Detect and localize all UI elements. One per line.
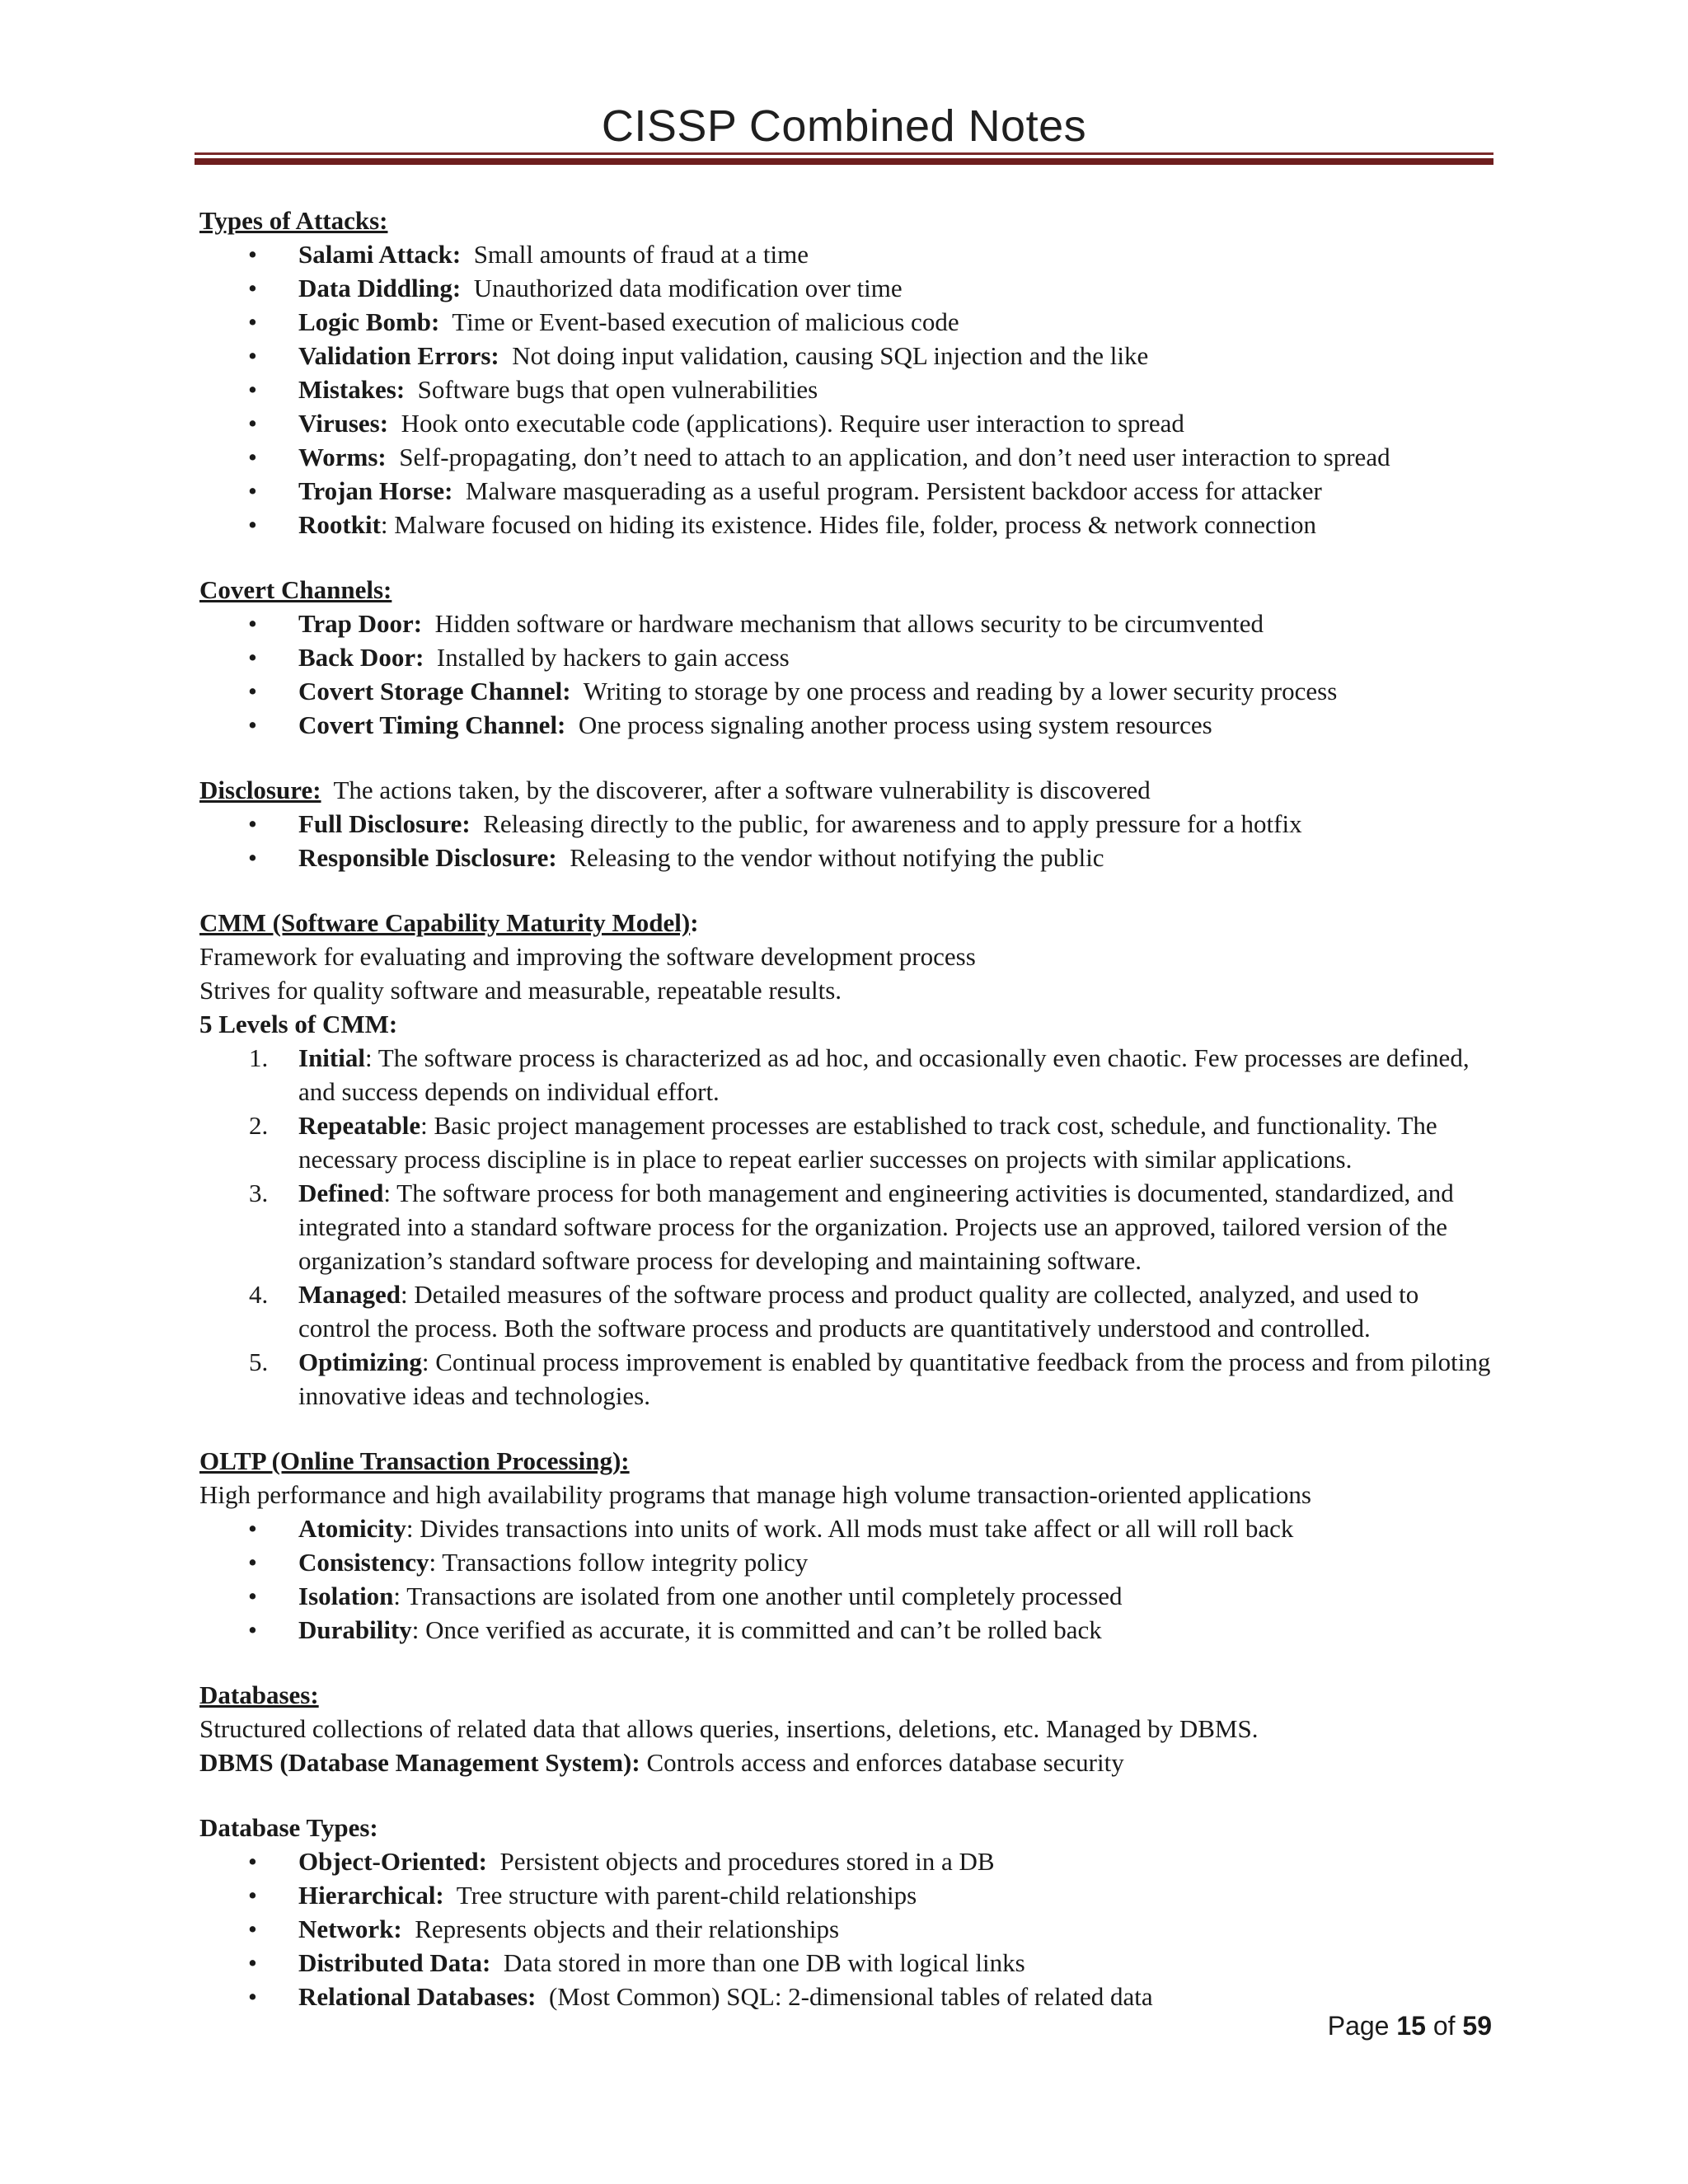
list-item: • Mistakes: Software bugs that open vulnerabilities <box>199 373 1495 406</box>
list-item: • Viruses: Hook onto executable code (applications). Require user interaction to spread <box>199 406 1495 440</box>
list-item: • Worms: Self-propagating, don’t need to attach to an application, and don’t need user interaction to spread <box>199 440 1495 474</box>
list-item: 5. Optimizing: Continual process improvement is enabled by quantitative feedback from the process and from piloting innovative ideas and technologies. <box>249 1347 1491 1410</box>
disclosure-intro: Disclosure: The actions taken, by the discoverer, after a software vulnerability is discovered <box>199 776 1151 804</box>
bullet-icon: • <box>248 1982 257 2011</box>
bullet-icon: • <box>248 443 257 471</box>
bullet-icon: • <box>248 240 257 269</box>
bullet-icon: • <box>248 1548 257 1577</box>
list-item: • Network: Represents objects and their relationships <box>199 1912 1495 1946</box>
attacks-list <box>199 237 1495 541</box>
bullet-icon: • <box>248 710 257 739</box>
list-item: • Consistency: Transactions follow integrity policy <box>199 1545 1495 1579</box>
bullet-icon: • <box>248 375 257 404</box>
bullet-icon: • <box>248 677 257 705</box>
bullet-icon: • <box>248 409 257 438</box>
bullet-icon: • <box>248 1915 257 1943</box>
section-heading-databases: Databases: <box>199 1680 319 1709</box>
bullet-icon: • <box>248 307 257 336</box>
list-item: 3. Defined: The software process for both management and engineering activities is documented, standardized, and integrated into a standard software process for the organization. Projects use an approved, tailored version of the organization’s standard software process for developing and maintaining software. <box>249 1179 1454 1275</box>
list-item: • Rootkit: Malware focused on hiding its existence. Hides file, folder, process & network connection <box>199 508 1495 541</box>
list-item: • Full Disclosure: Releasing directly to the public, for awareness and to apply pressure for a hotfix <box>199 807 1495 841</box>
section-heading-attacks: Types of Attacks: <box>199 206 388 235</box>
bullet-icon: • <box>248 1948 257 1977</box>
bullet-icon: • <box>248 476 257 505</box>
list-item: • Covert Timing Channel: One process signaling another process using system resources <box>199 708 1495 742</box>
bullet-icon: • <box>248 274 257 302</box>
cmm-heading-line: CMM (Software Capability Maturity Model): <box>199 908 699 937</box>
bullet-icon: • <box>248 1881 257 1910</box>
page-number: Page 15 of 59 <box>1327 2011 1492 2041</box>
section-heading-disclosure: Disclosure: <box>199 776 321 804</box>
list-item: • Relational Databases: (Most Common) SQL: 2-dimensional tables of related data <box>199 1980 1495 2013</box>
list-item: 2. Repeatable: Basic project management processes are established to track cost, schedule, and functionality. The necessary process discipline is in place to repeat earlier successes on projects with similar applications. <box>249 1111 1437 1174</box>
section-heading-oltp: OLTP (Online Transaction Processing): <box>199 1446 630 1475</box>
list-item: • Atomicity: Divides transactions into units of work. All mods must take affect or all will roll back <box>199 1511 1495 1545</box>
oltp-list <box>199 1511 1495 1647</box>
bullet-icon: • <box>248 609 257 638</box>
bullet-icon: • <box>248 1615 257 1644</box>
bullet-icon: • <box>248 843 257 872</box>
bullet-icon: • <box>248 1847 257 1876</box>
section-heading-covert: Covert Channels: <box>199 575 392 604</box>
list-item: • Logic Bomb: Time or Event-based execution of malicious code <box>199 305 1495 339</box>
bullet-icon: • <box>248 341 257 370</box>
page-content <box>199 204 1495 2013</box>
header-rule-thin <box>195 152 1493 155</box>
list-item: • Distributed Data: Data stored in more than one DB with logical links <box>199 1946 1495 1980</box>
list-item: • Salami Attack: Small amounts of fraud at a time <box>199 237 1495 271</box>
list-item: • Covert Storage Channel: Writing to storage by one process and reading by a lower security process <box>199 674 1495 708</box>
list-item: • Trap Door: Hidden software or hardware mechanism that allows security to be circumvented <box>199 607 1495 640</box>
list-item: • Data Diddling: Unauthorized data modification over time <box>199 271 1495 305</box>
cmm-line2: Strives for quality software and measurable, repeatable results. <box>199 976 842 1005</box>
section-heading-cmm: CMM (Software Capability Maturity Model) <box>199 908 691 937</box>
list-item: 4. Managed: Detailed measures of the software process and product quality are collected, analyzed, and used to control the process. Both the software process and products are quantitatively understood and controlled. <box>249 1280 1419 1343</box>
header-rule-thick <box>195 158 1493 165</box>
bullet-icon: • <box>248 510 257 539</box>
covert-list <box>199 607 1495 742</box>
list-item: • Durability: Once verified as accurate, it is committed and can’t be rolled back <box>199 1613 1495 1647</box>
cmm-line1: Framework for evaluating and improving the software development process <box>199 942 976 971</box>
cmm-levels-heading: 5 Levels of CMM: <box>199 1010 398 1038</box>
dbms-line: DBMS (Database Management System): Controls access and enforces database security <box>199 1748 1124 1777</box>
oltp-intro: High performance and high availability programs that manage high volume transaction-oriented applications <box>199 1480 1311 1509</box>
bullet-icon: • <box>248 1514 257 1543</box>
list-item: • Object-Oriented: Persistent objects and procedures stored in a DB <box>199 1844 1495 1878</box>
list-item: • Responsible Disclosure: Releasing to the vendor without notifying the public <box>199 841 1495 874</box>
list-item: • Trojan Horse: Malware masquerading as a useful program. Persistent backdoor access for attacker <box>199 474 1495 508</box>
disclosure-list <box>199 807 1495 874</box>
page-header-title: CISSP Combined Notes <box>601 101 1087 151</box>
db-types-list <box>199 1844 1495 2013</box>
list-item: • Hierarchical: Tree structure with parent-child relationships <box>199 1878 1495 1912</box>
list-item: 1. Initial: The software process is characterized as ad hoc, and occasionally even chaotic. Few processes are defined, and success depends on individual effort. <box>249 1043 1470 1106</box>
list-item: • Validation Errors: Not doing input validation, causing SQL injection and the like <box>199 339 1495 373</box>
section-heading-db-types: Database Types: <box>199 1813 378 1842</box>
bullet-icon: • <box>248 809 257 838</box>
list-item: • Isolation: Transactions are isolated from one another until completely processed <box>199 1579 1495 1613</box>
bullet-icon: • <box>248 643 257 672</box>
list-item: • Back Door: Installed by hackers to gain access <box>199 640 1495 674</box>
databases-line1: Structured collections of related data that allows queries, insertions, deletions, etc. Managed by DBMS. <box>199 1714 1259 1743</box>
cmm-levels-list <box>199 1041 1495 1413</box>
bullet-icon: • <box>248 1582 257 1610</box>
